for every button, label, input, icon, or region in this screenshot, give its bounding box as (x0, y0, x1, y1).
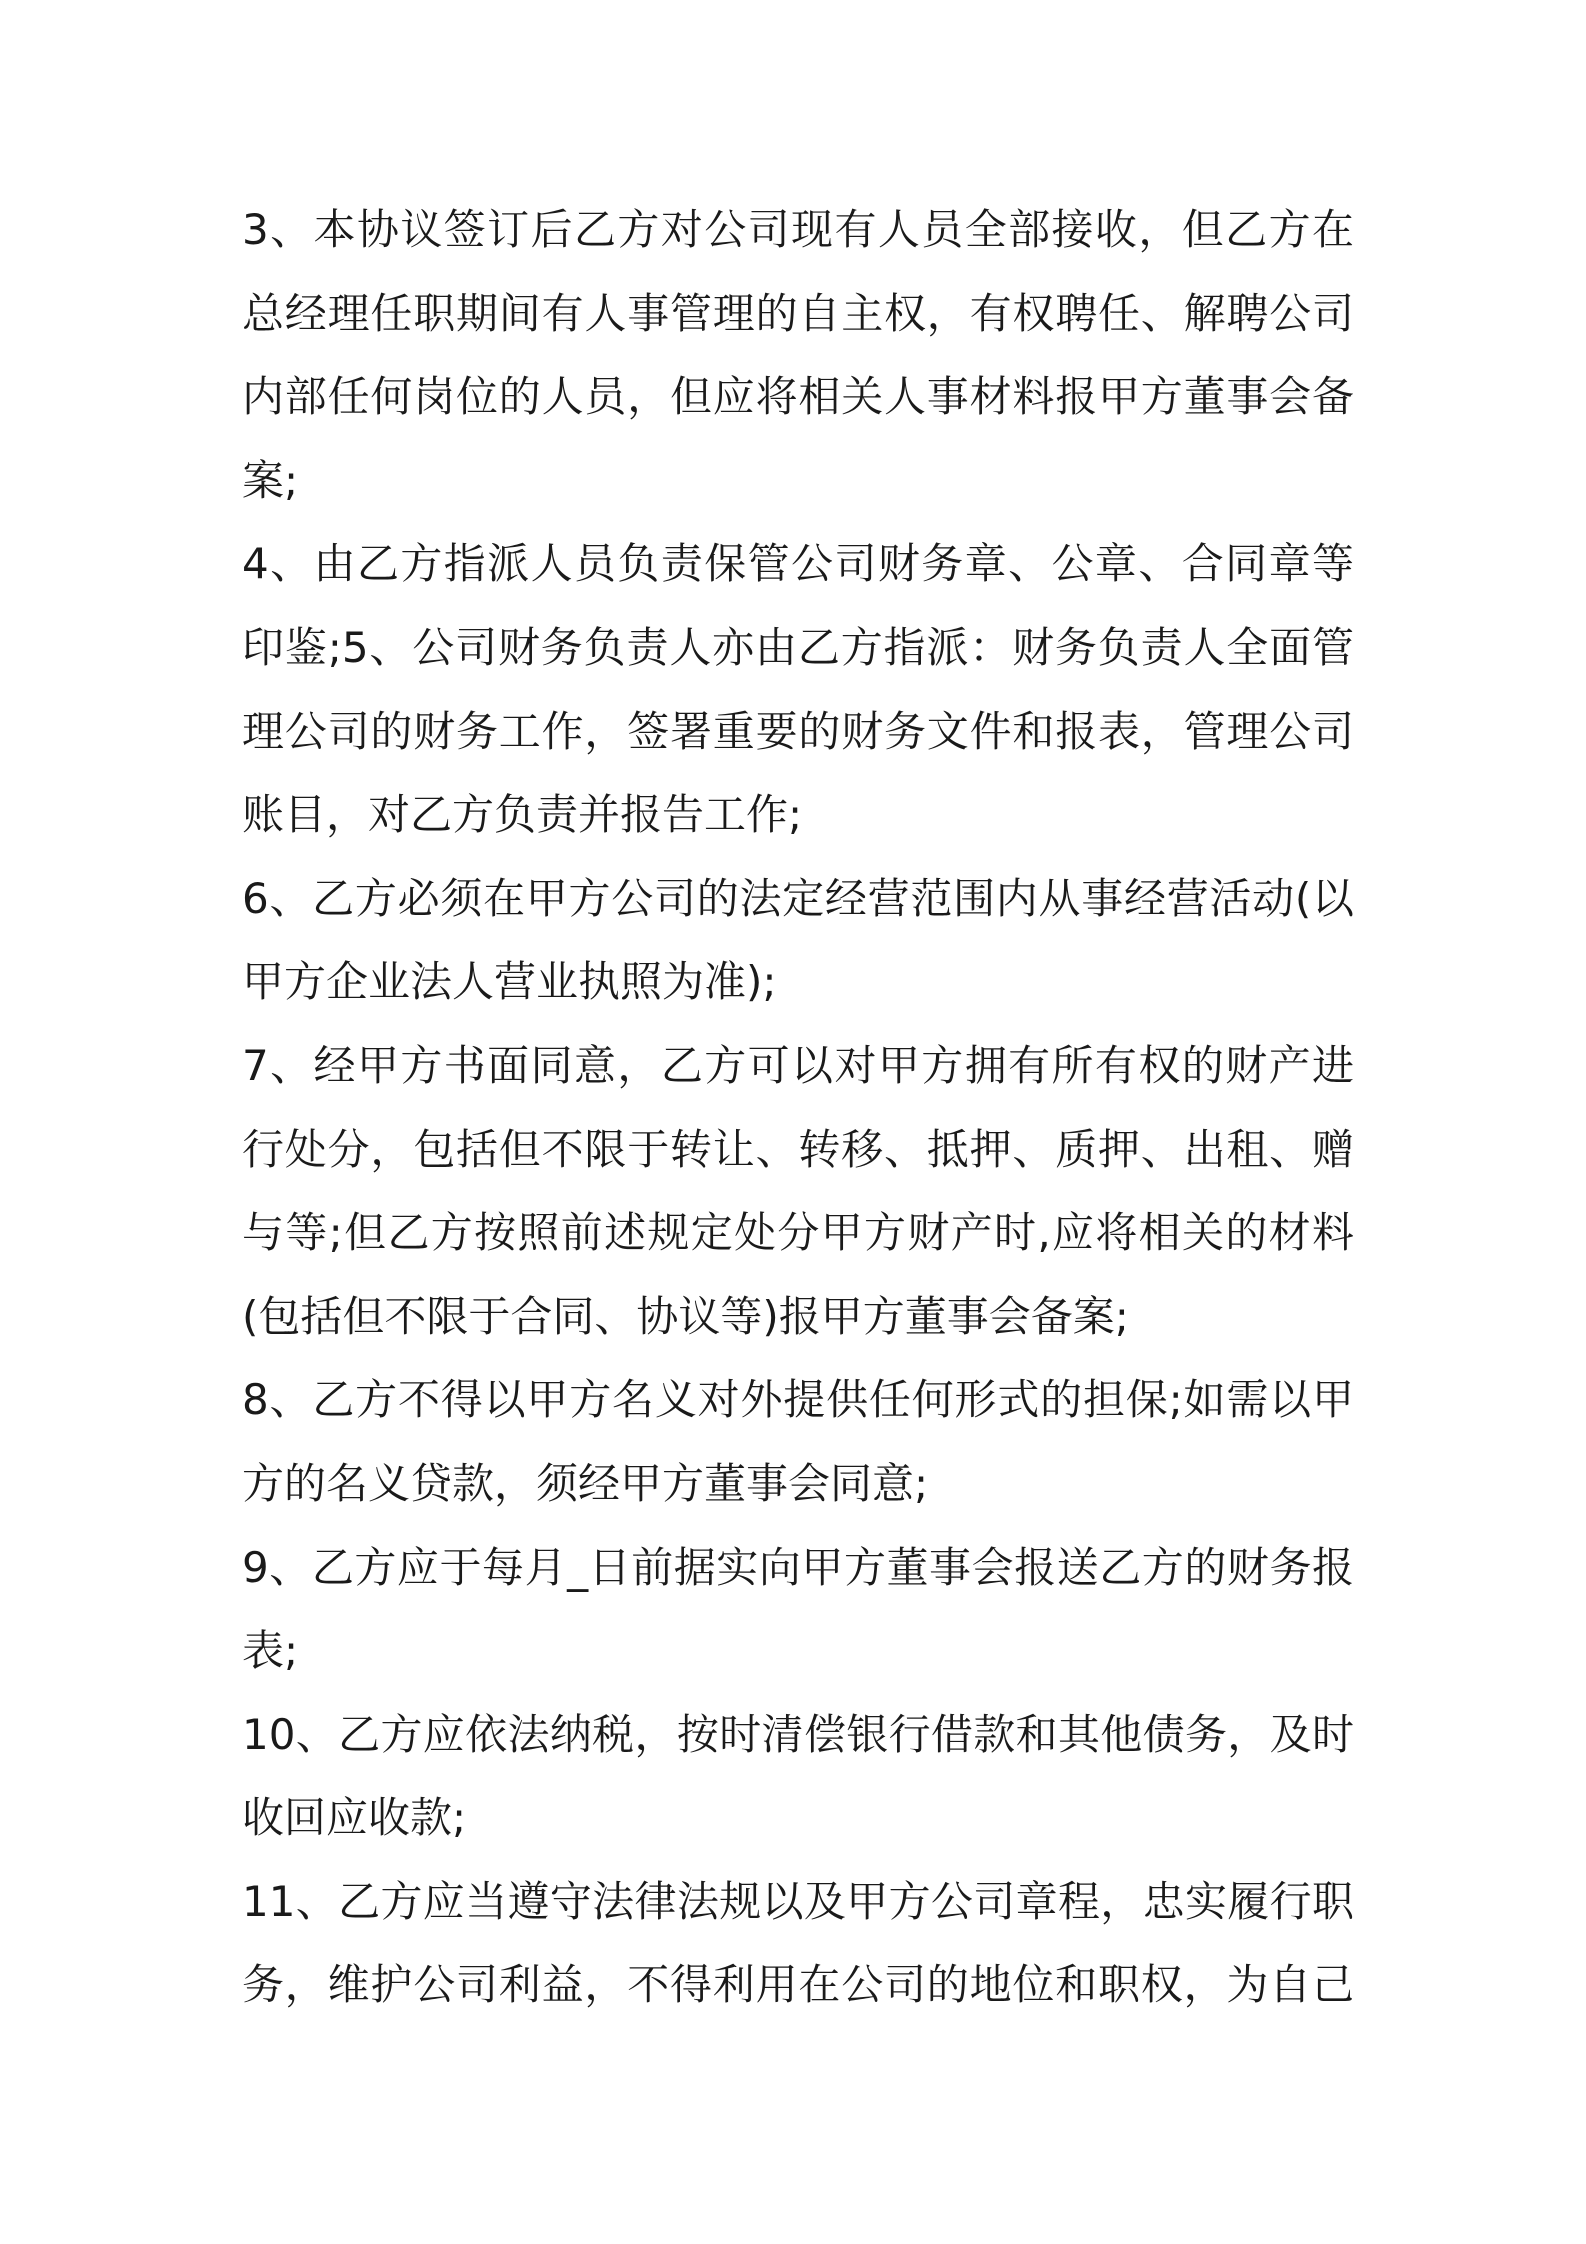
text-line: 8、乙方不得以甲方名义对外提供任何形式的担保;如需以甲 (242, 1375, 1354, 1425)
text-line: 印鉴;5、公司财务负责人亦由乙方指派：财务负责人全面管 (242, 622, 1354, 672)
text-line: 理公司的财务工作，签署重要的财务文件和报表，管理公司 (242, 706, 1354, 756)
text-line: 3、本协议签订后乙方对公司现有人员全部接收，但乙方在 (242, 205, 1354, 254)
text-line: 9、乙方应于每月_日前据实向甲方董事会报送乙方的财务报 (242, 1542, 1354, 1592)
text-line: (包括但不限于合同、协议等)报甲方董事会备案; (242, 1291, 1129, 1341)
text-line: 收回应收款; (242, 1793, 467, 1843)
text-line: 6、乙方必须在甲方公司的法定经营范围内从事经营活动(以 (242, 873, 1354, 923)
text-line: 案; (242, 455, 299, 505)
text-line: 内部任何岗位的人员，但应将相关人事材料报甲方董事会备 (242, 372, 1354, 422)
text-line: 10、乙方应依法纳税，按时清偿银行借款和其他债务，及时 (242, 1709, 1354, 1759)
text-line: 4、由乙方指派人员负责保管公司财务章、公章、合同章等 (242, 539, 1354, 589)
text-line: 务，维护公司利益，不得利用在公司的地位和职权，为自己 (242, 1960, 1354, 2010)
text-line: 账目，对乙方负责并报告工作; (242, 790, 803, 840)
text-line: 甲方企业法人营业执照为准); (242, 957, 777, 1007)
text-line: 行处分，包括但不限于转让、转移、抵押、质押、出租、赠 (242, 1124, 1354, 1174)
text-line: 11、乙方应当遵守法律法规以及甲方公司章程，忠实履行职 (242, 1876, 1354, 1926)
text-line: 与等;但乙方按照前述规定处分甲方财产时,应将相关的材料 (242, 1208, 1354, 1258)
document-body (242, 188, 1354, 2027)
text-line: 7、经甲方书面同意，乙方可以对甲方拥有所有权的财产进 (242, 1040, 1354, 1090)
text-line: 表; (242, 1626, 299, 1676)
text-line: 方的名义贷款，须经甲方董事会同意; (242, 1458, 929, 1508)
text-line: 总经理任职期间有人事管理的自主权，有权聘任、解聘公司 (242, 288, 1354, 338)
